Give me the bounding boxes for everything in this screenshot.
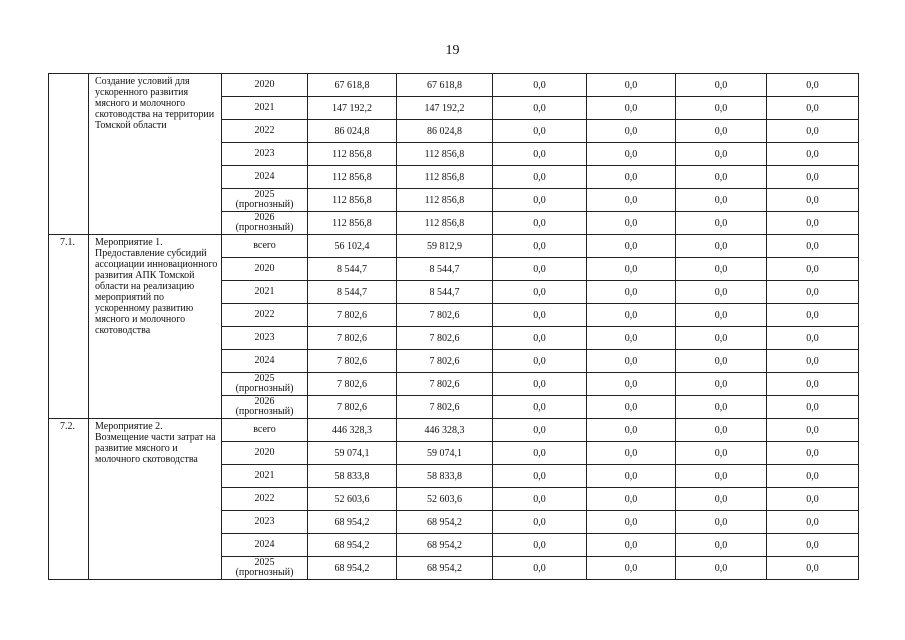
value-cell: 0,0 — [493, 442, 587, 465]
period-cell — [222, 465, 308, 488]
value-cell: 0,0 — [767, 143, 859, 166]
value-cell: 0,0 — [493, 557, 587, 580]
value-cell: 58 833,8 — [397, 465, 493, 488]
value-cell: 0,0 — [493, 511, 587, 534]
period-cell — [222, 97, 308, 120]
value-cell: 0,0 — [587, 212, 676, 235]
period-label: 2024 — [254, 355, 275, 366]
value-cell: 0,0 — [767, 281, 859, 304]
value-cell: 0,0 — [587, 396, 676, 419]
value-cell: 0,0 — [587, 120, 676, 143]
value-cell: 67 618,8 — [397, 74, 493, 97]
value-cell: 0,0 — [493, 166, 587, 189]
value-cell: 0,0 — [493, 281, 587, 304]
value-cell: 0,0 — [676, 281, 767, 304]
item-code: 7.1. — [49, 235, 89, 419]
value-cell: 68 954,2 — [308, 557, 397, 580]
value-cell: 0,0 — [587, 281, 676, 304]
value-cell: 0,0 — [493, 488, 587, 511]
period-label: 2022 — [254, 125, 275, 136]
value-cell: 112 856,8 — [308, 189, 397, 212]
value-cell: 68 954,2 — [308, 534, 397, 557]
period-label: всего — [253, 424, 276, 435]
value-cell: 112 856,8 — [308, 143, 397, 166]
period-cell — [222, 235, 308, 258]
value-cell: 0,0 — [767, 488, 859, 511]
value-cell: 0,0 — [767, 557, 859, 580]
period-note: (прогнозный) — [235, 567, 294, 578]
period-cell — [222, 511, 308, 534]
period-note: (прогнозный) — [235, 199, 294, 210]
value-cell: 0,0 — [676, 327, 767, 350]
value-cell: 52 603,6 — [308, 488, 397, 511]
value-cell: 0,0 — [493, 534, 587, 557]
value-cell: 0,0 — [767, 350, 859, 373]
value-cell: 0,0 — [587, 534, 676, 557]
value-cell: 59 074,1 — [397, 442, 493, 465]
period-cell — [222, 74, 308, 97]
value-cell: 0,0 — [587, 557, 676, 580]
period-label: 2023 — [254, 516, 275, 527]
value-cell: 112 856,8 — [397, 166, 493, 189]
value-cell: 0,0 — [587, 350, 676, 373]
value-cell: 112 856,8 — [308, 166, 397, 189]
period-cell — [222, 304, 308, 327]
value-cell: 0,0 — [767, 373, 859, 396]
value-cell: 7 802,6 — [308, 396, 397, 419]
value-cell: 0,0 — [676, 465, 767, 488]
period-label: 2020 — [254, 79, 275, 90]
period-cell — [222, 166, 308, 189]
value-cell: 0,0 — [587, 419, 676, 442]
period-note: (прогнозный) — [235, 222, 294, 233]
value-cell: 0,0 — [676, 350, 767, 373]
value-cell: 52 603,6 — [397, 488, 493, 511]
value-cell: 0,0 — [493, 465, 587, 488]
item-code — [49, 74, 89, 235]
period-label: 2024 — [254, 171, 275, 182]
value-cell: 7 802,6 — [308, 327, 397, 350]
value-cell: 0,0 — [676, 143, 767, 166]
value-cell: 0,0 — [493, 212, 587, 235]
value-cell: 0,0 — [767, 465, 859, 488]
value-cell: 68 954,2 — [397, 534, 493, 557]
value-cell: 7 802,6 — [397, 373, 493, 396]
period-note: (прогнозный) — [235, 406, 294, 417]
period-label: 2021 — [254, 102, 275, 113]
period-label: 2023 — [254, 332, 275, 343]
value-cell: 0,0 — [676, 212, 767, 235]
value-cell: 0,0 — [676, 258, 767, 281]
value-cell: 112 856,8 — [397, 143, 493, 166]
value-cell: 0,0 — [493, 97, 587, 120]
value-cell: 8 544,7 — [308, 258, 397, 281]
value-cell: 0,0 — [587, 442, 676, 465]
value-cell: 7 802,6 — [397, 327, 493, 350]
table-body — [49, 74, 859, 580]
period-label: 2022 — [254, 493, 275, 504]
value-cell: 0,0 — [767, 327, 859, 350]
value-cell: 0,0 — [767, 235, 859, 258]
value-cell: 446 328,3 — [308, 419, 397, 442]
value-cell: 0,0 — [676, 488, 767, 511]
period-label: 2022 — [254, 309, 275, 320]
value-cell: 0,0 — [676, 396, 767, 419]
value-cell: 0,0 — [767, 419, 859, 442]
period-cell — [222, 419, 308, 442]
table-row — [49, 74, 859, 97]
period-cell — [222, 120, 308, 143]
value-cell: 147 192,2 — [397, 97, 493, 120]
period-cell — [222, 212, 308, 235]
value-cell: 112 856,8 — [308, 212, 397, 235]
value-cell: 8 544,7 — [397, 258, 493, 281]
value-cell: 59 812,9 — [397, 235, 493, 258]
value-cell: 446 328,3 — [397, 419, 493, 442]
period-label: 2024 — [254, 539, 275, 550]
value-cell: 67 618,8 — [308, 74, 397, 97]
period-label: 2025 — [254, 189, 275, 200]
table-row — [49, 419, 859, 442]
item-code: 7.2. — [49, 419, 89, 580]
value-cell: 0,0 — [676, 166, 767, 189]
value-cell: 59 074,1 — [308, 442, 397, 465]
value-cell: 7 802,6 — [397, 304, 493, 327]
value-cell: 0,0 — [767, 304, 859, 327]
value-cell: 7 802,6 — [308, 350, 397, 373]
value-cell: 0,0 — [767, 74, 859, 97]
value-cell: 0,0 — [493, 235, 587, 258]
value-cell: 0,0 — [493, 396, 587, 419]
period-note: (прогнозный) — [235, 383, 294, 394]
value-cell: 0,0 — [767, 442, 859, 465]
item-description: Мероприятие 2. Возмещение части затрат на развитие мясного и молочного скотоводства — [89, 419, 222, 580]
value-cell: 0,0 — [493, 419, 587, 442]
value-cell: 0,0 — [493, 258, 587, 281]
period-label: 2026 — [254, 212, 275, 223]
value-cell: 0,0 — [587, 465, 676, 488]
value-cell: 0,0 — [587, 235, 676, 258]
period-label: 2023 — [254, 148, 275, 159]
value-cell: 0,0 — [676, 511, 767, 534]
budget-table — [48, 73, 859, 580]
value-cell: 147 192,2 — [308, 97, 397, 120]
value-cell: 56 102,4 — [308, 235, 397, 258]
period-cell — [222, 143, 308, 166]
value-cell: 0,0 — [587, 488, 676, 511]
value-cell: 68 954,2 — [308, 511, 397, 534]
value-cell: 0,0 — [676, 304, 767, 327]
value-cell: 0,0 — [767, 511, 859, 534]
period-cell — [222, 488, 308, 511]
value-cell: 0,0 — [676, 373, 767, 396]
period-cell — [222, 557, 308, 580]
period-cell — [222, 396, 308, 419]
value-cell: 0,0 — [587, 143, 676, 166]
value-cell: 0,0 — [767, 258, 859, 281]
item-description: Мероприятие 1. Предоставление субсидий ассоциации инновационного развития АПК Томской области на реализацию мероприятий по ускоренному развитию мясного и молочного скотоводства — [89, 235, 222, 419]
value-cell: 112 856,8 — [397, 212, 493, 235]
period-cell — [222, 534, 308, 557]
value-cell: 0,0 — [493, 327, 587, 350]
value-cell: 0,0 — [493, 350, 587, 373]
period-label: 2020 — [254, 263, 275, 274]
value-cell: 86 024,8 — [397, 120, 493, 143]
value-cell: 0,0 — [767, 189, 859, 212]
value-cell: 0,0 — [676, 557, 767, 580]
value-cell: 0,0 — [767, 534, 859, 557]
value-cell: 0,0 — [493, 74, 587, 97]
value-cell: 0,0 — [676, 235, 767, 258]
period-cell — [222, 189, 308, 212]
value-cell: 0,0 — [493, 120, 587, 143]
value-cell: 0,0 — [767, 120, 859, 143]
value-cell: 58 833,8 — [308, 465, 397, 488]
value-cell: 0,0 — [587, 373, 676, 396]
period-cell — [222, 442, 308, 465]
value-cell: 0,0 — [587, 511, 676, 534]
value-cell: 0,0 — [493, 373, 587, 396]
value-cell: 68 954,2 — [397, 557, 493, 580]
value-cell: 0,0 — [587, 327, 676, 350]
value-cell: 112 856,8 — [397, 189, 493, 212]
period-label: всего — [253, 240, 276, 251]
value-cell: 0,0 — [676, 74, 767, 97]
period-label: 2025 — [254, 373, 275, 384]
value-cell: 0,0 — [676, 120, 767, 143]
value-cell: 0,0 — [587, 304, 676, 327]
item-description: Создание условий для ускоренного развития мясного и молочного скотоводства на территории Томской области — [89, 74, 222, 235]
page-number: 19 — [445, 43, 460, 58]
value-cell: 0,0 — [587, 74, 676, 97]
value-cell: 0,0 — [493, 304, 587, 327]
value-cell: 7 802,6 — [397, 350, 493, 373]
period-label: 2025 — [254, 557, 275, 568]
value-cell: 7 802,6 — [308, 304, 397, 327]
value-cell: 0,0 — [493, 143, 587, 166]
value-cell: 0,0 — [676, 442, 767, 465]
value-cell: 0,0 — [676, 97, 767, 120]
table-row — [49, 235, 859, 258]
value-cell: 0,0 — [676, 534, 767, 557]
period-cell — [222, 373, 308, 396]
value-cell: 0,0 — [587, 189, 676, 212]
value-cell: 0,0 — [676, 419, 767, 442]
period-label: 2026 — [254, 396, 275, 407]
value-cell: 0,0 — [587, 166, 676, 189]
period-cell — [222, 327, 308, 350]
period-cell — [222, 258, 308, 281]
period-label: 2021 — [254, 286, 275, 297]
value-cell: 0,0 — [767, 166, 859, 189]
period-cell — [222, 350, 308, 373]
value-cell: 68 954,2 — [397, 511, 493, 534]
period-label: 2020 — [254, 447, 275, 458]
value-cell: 7 802,6 — [308, 373, 397, 396]
value-cell: 8 544,7 — [308, 281, 397, 304]
value-cell: 86 024,8 — [308, 120, 397, 143]
value-cell: 0,0 — [587, 97, 676, 120]
value-cell: 7 802,6 — [397, 396, 493, 419]
value-cell: 0,0 — [587, 258, 676, 281]
value-cell: 8 544,7 — [397, 281, 493, 304]
value-cell: 0,0 — [676, 189, 767, 212]
period-label: 2021 — [254, 470, 275, 481]
value-cell: 0,0 — [767, 396, 859, 419]
period-cell — [222, 281, 308, 304]
value-cell: 0,0 — [767, 97, 859, 120]
value-cell: 0,0 — [767, 212, 859, 235]
value-cell: 0,0 — [493, 189, 587, 212]
